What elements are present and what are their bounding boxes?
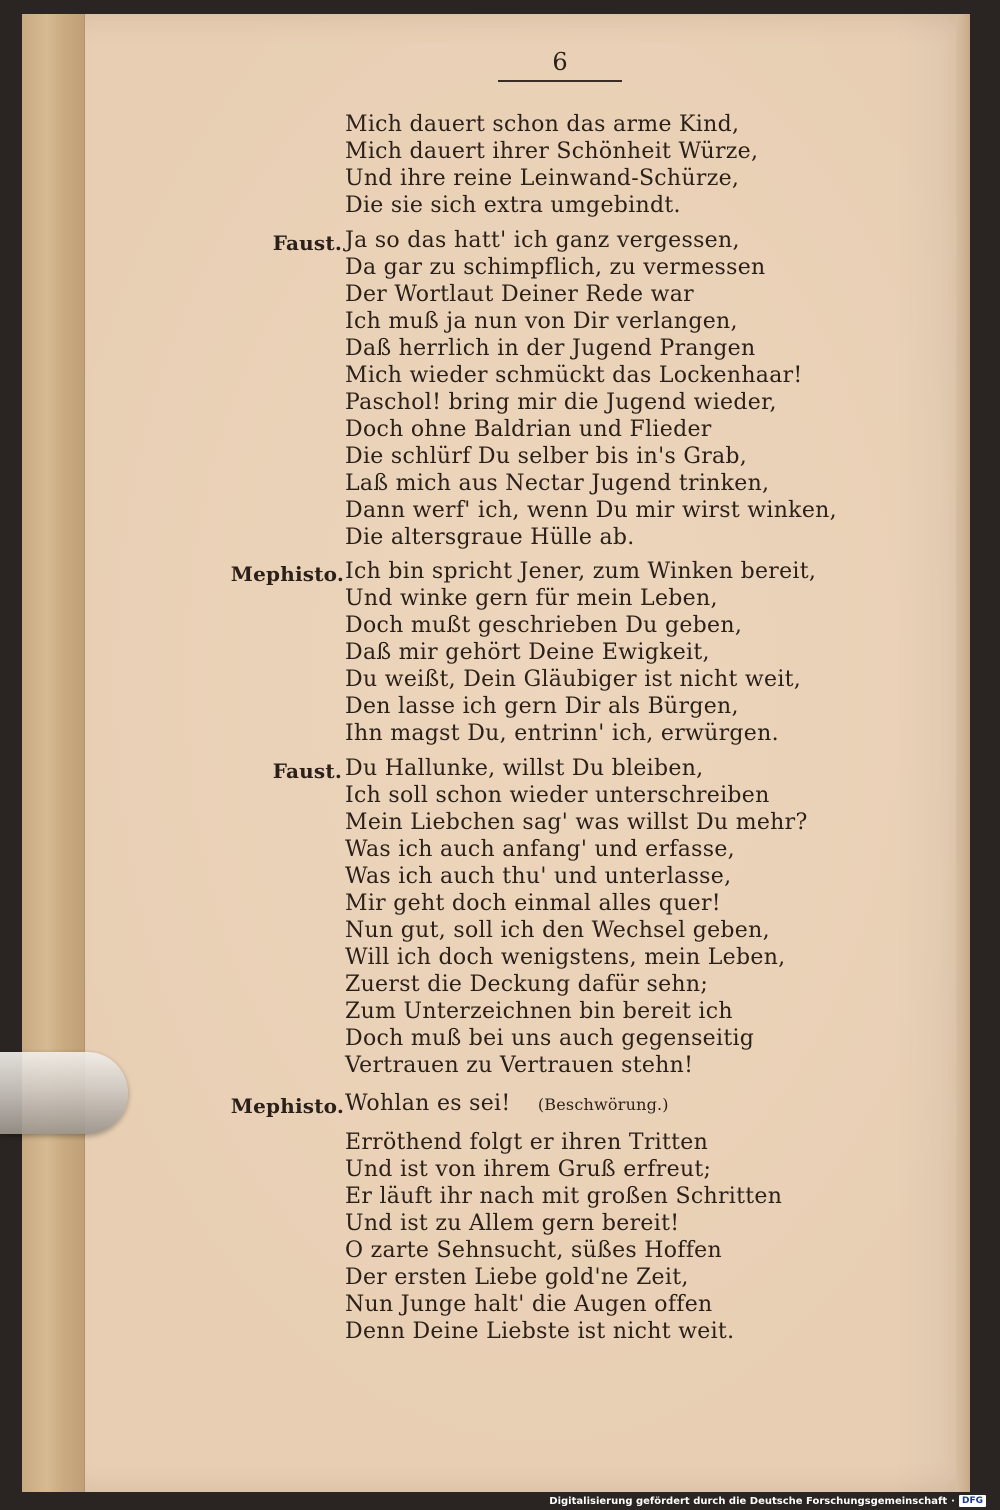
verse-line: Daß mir gehört Deine Ewigkeit,: [345, 640, 710, 665]
verse-line: Und winke gern für mein Leben,: [345, 586, 718, 611]
verse-line: Mich dauert schon das arme Kind,: [345, 112, 740, 137]
verse-line: Doch ohne Baldrian und Flieder: [345, 417, 712, 442]
verse-line: Die altersgraue Hülle ab.: [345, 525, 635, 550]
verse-line: Nun Junge halt' die Augen offen: [345, 1292, 713, 1317]
speaker-label: Faust.: [272, 759, 342, 783]
verse-line: Und ist zu Allem gern bereit!: [345, 1211, 680, 1236]
speaker-label: Mephisto.: [230, 562, 344, 586]
speaker-label: Faust.: [272, 231, 342, 255]
verse-line: Vertrauen zu Vertrauen stehn!: [345, 1053, 694, 1078]
footer-credit: [549, 1494, 986, 1508]
verse-line: Mir geht doch einmal alles quer!: [345, 891, 721, 916]
page-gutter: [22, 14, 85, 1492]
speaker-label: Mephisto.: [230, 1094, 344, 1118]
verse-line: Daß herrlich in der Jugend Prangen: [345, 336, 756, 361]
verse-line: Zum Unterzeichnen bin bereit ich: [345, 999, 733, 1024]
verse-line: Mein Liebchen sag' was willst Du mehr?: [345, 810, 808, 835]
stage-direction: (Beschwörung.): [537, 1095, 669, 1114]
verse-line: Zuerst die Deckung dafür sehn;: [345, 972, 709, 997]
verse-line: Doch muß bei uns auch gegenseitig: [345, 1026, 755, 1051]
verse-first-line-text: Wohlan es sei!: [345, 1091, 511, 1116]
verse-line: Mich dauert ihrer Schönheit Würze,: [345, 139, 759, 164]
verse-line: Da gar zu schimpflich, zu vermessen: [345, 255, 766, 280]
verse-line: Denn Deine Liebste ist nicht weit.: [345, 1319, 735, 1344]
verse-line: Den lasse ich gern Dir als Bürgen,: [345, 694, 739, 719]
verse-line: Die schlürf Du selber bis in's Grab,: [345, 444, 748, 469]
verse-line: Ihn magst Du, entrinn' ich, erwürgen.: [345, 721, 779, 746]
verse-line: Was ich auch thu' und unterlasse,: [345, 864, 732, 889]
page-edge: [956, 14, 970, 1492]
verse-line: Ich muß ja nun von Dir verlangen,: [345, 309, 738, 334]
verse-line: Mich wieder schmückt das Lockenhaar!: [345, 363, 803, 388]
verse-line: Ich bin spricht Jener, zum Winken bereit,: [345, 559, 817, 584]
verse-line: Dann werf' ich, wenn Du mir wirst winken,: [345, 498, 837, 523]
verse-line: Ich soll schon wieder unterschreiben: [345, 783, 770, 808]
verse-line: Doch mußt geschrieben Du geben,: [345, 613, 743, 638]
dfg-logo-icon: DFG: [959, 1495, 986, 1507]
page-number: 6: [552, 48, 568, 76]
verse-line: Der ersten Liebe gold'ne Zeit,: [345, 1265, 689, 1290]
verse-line: Was ich auch anfang' und erfasse,: [345, 837, 735, 862]
verse-line: Du weißt, Dein Gläubiger ist nicht weit,: [345, 667, 802, 692]
verse-line: Die sie sich extra umgebindt.: [345, 193, 681, 218]
verse-line: Und ihre reine Leinwand-Schürze,: [345, 166, 740, 191]
verse-line: Nun gut, soll ich den Wechsel geben,: [345, 918, 770, 943]
verse-line: Und ist von ihrem Gruß erfreut;: [345, 1157, 712, 1182]
verse-line: Du Hallunke, willst Du bleiben,: [345, 756, 704, 781]
verse-line: Ja so das hatt' ich ganz vergessen,: [345, 228, 740, 253]
verse-line: Paschol! bring mir die Jugend wieder,: [345, 390, 777, 415]
page-number-rule: [498, 80, 622, 82]
verse-line: Erröthend folgt er ihren Tritten: [345, 1130, 709, 1155]
verse-line: Er läuft ihr nach mit großen Schritten: [345, 1184, 783, 1209]
verse-first-line: [345, 1093, 669, 1115]
footer-separator: ·: [951, 1495, 955, 1507]
verse-line: Will ich doch wenigstens, mein Leben,: [345, 945, 786, 970]
footer-credit-text: Digitalisierung gefördert durch die Deutsche Forschungsgemeinschaft: [549, 1495, 948, 1507]
verse-line: O zarte Sehnsucht, süßes Hoffen: [345, 1238, 722, 1263]
verse-line: Der Wortlaut Deiner Rede war: [345, 282, 694, 307]
verse-line: Laß mich aus Nectar Jugend trinken,: [345, 471, 770, 496]
page-clip-holder: [0, 1052, 128, 1134]
